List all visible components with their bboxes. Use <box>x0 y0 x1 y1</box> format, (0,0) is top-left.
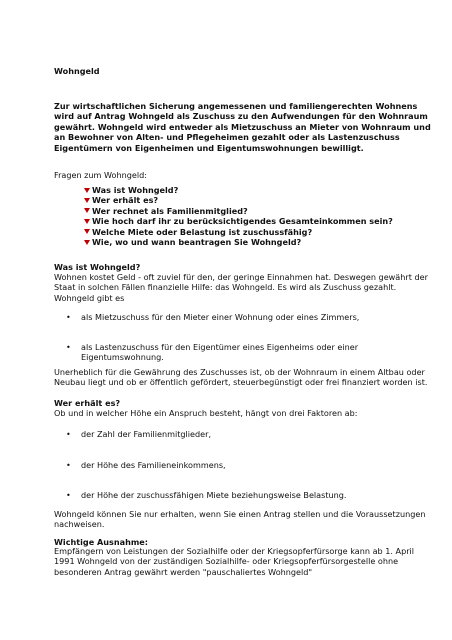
section-paragraph: Unerheblich für die Gewährung des Zuschusses ist, ob der Wohnraum in einem Altbau oder Neubau liegt und ob er öffentlich gefördert, steuerbegünstigt oder frei finanziert worden ist. <box>54 367 428 388</box>
triangle-down-icon <box>84 208 90 213</box>
bullet-text: der Höhe des Familieneinkommens, <box>81 460 226 470</box>
toc-link[interactable]: Wer rechnet als Familienmitglied? <box>92 205 248 216</box>
triangle-down-icon <box>84 198 90 203</box>
bullet-icon: • <box>66 460 71 470</box>
section-paragraph: Wohnen kostet Geld - oft zuviel für den, der geringe Einnahmen hat. Deswegen gewährt der Staat in solchen Fällen finanzielle Hilfe: das Wohngeld. Es wird als Zuschuss gezahlt. Wohngeld gibt es <box>54 272 428 303</box>
toc-item[interactable] <box>84 195 393 205</box>
bullet-icon: • <box>66 490 71 500</box>
bullet-text: als Lastenzuschuss für den Eigentümer eines Eigenheims oder einer Eigentumswohnung. <box>81 342 359 363</box>
section-heading: Wichtige Ausnahme: <box>54 537 148 547</box>
toc-link[interactable]: Was ist Wohngeld? <box>92 185 179 195</box>
intro-paragraph: Zur wirtschaftlichen Sicherung angemessenen und familiengerechten Wohnens wird auf Antrag Wohngeld als Zuschuss zu den Aufwendungen für den Wohnraum gewährt. Wohngeld wird entweder als Mietzuschuss an Mieter von Wohnraum und an Bewohner von Alten- und Pflegeheimen gezahlt oder als Lastenzuschuss Eigentümern von Eigenheimen und Eigentumswohnungen bewilligt. <box>54 101 431 153</box>
document-title: Wohngeld <box>54 66 100 76</box>
bullet-text: der Zahl der Familienmitglieder, <box>81 429 212 439</box>
triangle-down-icon <box>84 229 90 234</box>
bullet-icon: • <box>66 342 71 352</box>
toc-link[interactable]: Wie, wo und wann beantragen Sie Wohngeld? <box>92 236 302 247</box>
section-paragraph: Ob und in welcher Höhe ein Anspruch besteht, hängt von drei Faktoren ab: <box>54 408 358 418</box>
section-paragraph: Wohngeld können Sie nur erhalten, wenn Sie einen Antrag stellen und die Voraussetzungen nachweisen. <box>54 509 426 530</box>
bullet-item <box>66 490 416 500</box>
toc-link[interactable]: Wer erhält es? <box>92 195 159 206</box>
toc-link[interactable]: Wie hoch darf ihr zu berücksichtigendes Gesamteinkommen sein? <box>92 216 393 227</box>
bullet-text: als Mietzuschuss für den Mieter einer Wohnung oder eines Zimmers, <box>81 312 360 322</box>
bullet-item <box>66 312 416 322</box>
bullet-item <box>66 342 416 363</box>
questions-intro: Fragen zum Wohngeld: <box>54 170 147 180</box>
toc-link[interactable]: Welche Miete oder Belastung ist zuschussfähig? <box>92 226 313 237</box>
toc-item[interactable] <box>84 216 393 226</box>
toc-item[interactable] <box>84 237 393 247</box>
toc-item[interactable] <box>84 227 393 237</box>
section-paragraph: Empfängern von Leistungen der Sozialhilfe oder der Kriegsopferfürsorge kann ab 1. April 1991 Wohngeld von der zuständigen Sozialhilfe- oder Kriegsopferfürsorgestelle ohne besonderen Antrag gewährt werden "pauschaliertes Wohngeld" <box>54 546 415 577</box>
bullet-icon: • <box>66 312 71 322</box>
section-heading: Wer erhält es? <box>54 398 121 408</box>
bullet-text: der Höhe der zuschussfähigen Miete beziehungsweise Belastung. <box>81 490 347 500</box>
questions-list <box>84 185 393 247</box>
bullet-item <box>66 429 416 439</box>
toc-item[interactable] <box>84 206 393 216</box>
toc-item[interactable] <box>84 185 393 195</box>
bullet-item <box>66 460 416 470</box>
bullet-icon: • <box>66 429 71 439</box>
triangle-down-icon <box>84 240 90 245</box>
section-heading: Was ist Wohngeld? <box>54 262 141 272</box>
triangle-down-icon <box>84 219 90 224</box>
triangle-down-icon <box>84 188 90 193</box>
